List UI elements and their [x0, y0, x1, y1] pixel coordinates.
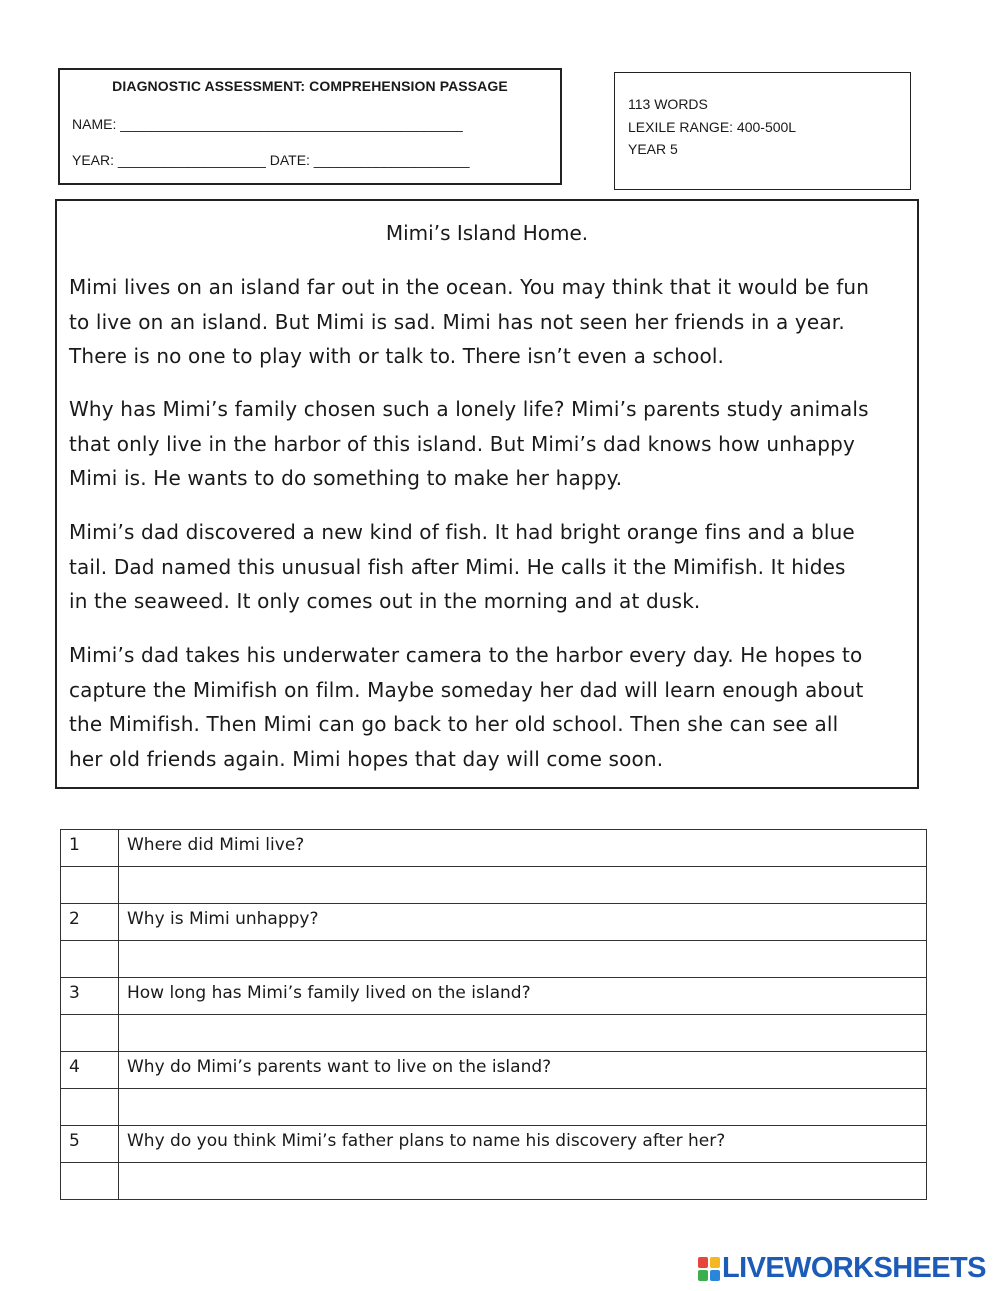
passage-line: Mimi’s dad takes his underwater camera to the harbor every day. He hopes to [69, 643, 863, 667]
question-text: Where did Mimi live? [119, 830, 927, 867]
question-row [61, 978, 927, 1015]
assessment-title: DIAGNOSTIC ASSESSMENT: COMPREHENSION PASSAGE [112, 78, 508, 94]
passage-line: There is no one to play with or talk to. There isn’t even a school. [69, 344, 725, 368]
passage-line: tail. Dad named this unusual fish after Mimi. He calls it the Mimifish. It hides [69, 554, 846, 579]
question-text: Why do you think Mimi’s father plans to name his discovery after her? [119, 1126, 927, 1163]
answer-field-4[interactable] [119, 1089, 927, 1126]
year-level: YEAR 5 [628, 141, 678, 157]
word-count: 113 WORDS [628, 96, 708, 112]
question-number: 1 [61, 830, 119, 867]
passage-line: that only live in the harbor of this island. But Mimi’s dad knows how unhappy [69, 431, 855, 456]
question-number: 5 [61, 1126, 119, 1163]
question-number: 3 [61, 978, 119, 1015]
question-text: Why is Mimi unhappy? [119, 904, 927, 941]
answer-number-cell [61, 1015, 119, 1052]
passage-line: Why has Mimi’s family chosen such a lonely life? Mimi’s parents study animals [69, 397, 869, 421]
answer-number-cell [61, 1163, 119, 1200]
question-row [61, 1126, 927, 1163]
liveworksheets-wordmark: LIVEWORKSHEETS [722, 1252, 986, 1284]
question-text: Why do Mimi’s parents want to live on the island? [119, 1052, 927, 1089]
answer-number-cell [61, 941, 119, 978]
lexile-range: LEXILE RANGE: 400-500L [628, 118, 797, 135]
question-row [61, 1052, 927, 1089]
year-date-field[interactable]: YEAR: ___________________ DATE: ____________________ [72, 152, 470, 168]
question-number: 4 [61, 1052, 119, 1089]
logo-square-yellow [710, 1257, 720, 1268]
answer-row [61, 1089, 927, 1126]
passage-line: Mimi is. He wants to do something to make her happy. [69, 466, 623, 490]
logo-square-red [698, 1257, 708, 1268]
passage-line: Mimi’s dad discovered a new kind of fish. It had bright orange fins and a blue [69, 520, 855, 544]
passage-title: Mimi’s Island Home. [385, 221, 589, 245]
question-row [61, 904, 927, 941]
passage-line: the Mimifish. Then Mimi can go back to her old school. Then she can see all [69, 712, 839, 736]
liveworksheets-icon [698, 1257, 720, 1281]
question-text: How long has Mimi’s family lived on the island? [119, 978, 927, 1015]
liveworksheets-logo[interactable] [698, 1252, 994, 1284]
answer-field-5[interactable] [119, 1163, 927, 1200]
answer-row [61, 1015, 927, 1052]
answer-field-3[interactable] [119, 1015, 927, 1052]
question-number: 2 [61, 904, 119, 941]
paragraph-2 [69, 392, 913, 496]
passage-line: to live on an island. But Mimi is sad. Mimi has not seen her friends in a year. [69, 309, 845, 334]
passage-info-box [614, 72, 911, 190]
passage-line: capture the Mimifish on film. Maybe someday her dad will learn enough about [69, 677, 864, 702]
paragraph-1 [69, 270, 913, 374]
logo-square-green [698, 1270, 708, 1281]
answer-row [61, 941, 927, 978]
name-field[interactable]: NAME: ____________________________________________ [72, 116, 463, 132]
passage-line: her old friends again. Mimi hopes that day will come soon. [69, 746, 664, 771]
passage-line: in the seaweed. It only comes out in the morning and at dusk. [69, 589, 701, 613]
passage-line: Mimi lives on an island far out in the ocean. You may think that it would be fun [69, 275, 870, 299]
answer-row [61, 867, 927, 904]
paragraph-4 [69, 638, 913, 776]
answer-number-cell [61, 1089, 119, 1126]
paragraph-3 [69, 515, 913, 619]
question-row [61, 830, 927, 867]
logo-square-blue [710, 1270, 720, 1281]
answer-field-1[interactable] [119, 867, 927, 904]
questions-table [60, 829, 927, 1200]
answer-row [61, 1163, 927, 1200]
answer-field-2[interactable] [119, 941, 927, 978]
answer-number-cell [61, 867, 119, 904]
reading-passage [55, 199, 919, 789]
assessment-header [58, 68, 562, 185]
